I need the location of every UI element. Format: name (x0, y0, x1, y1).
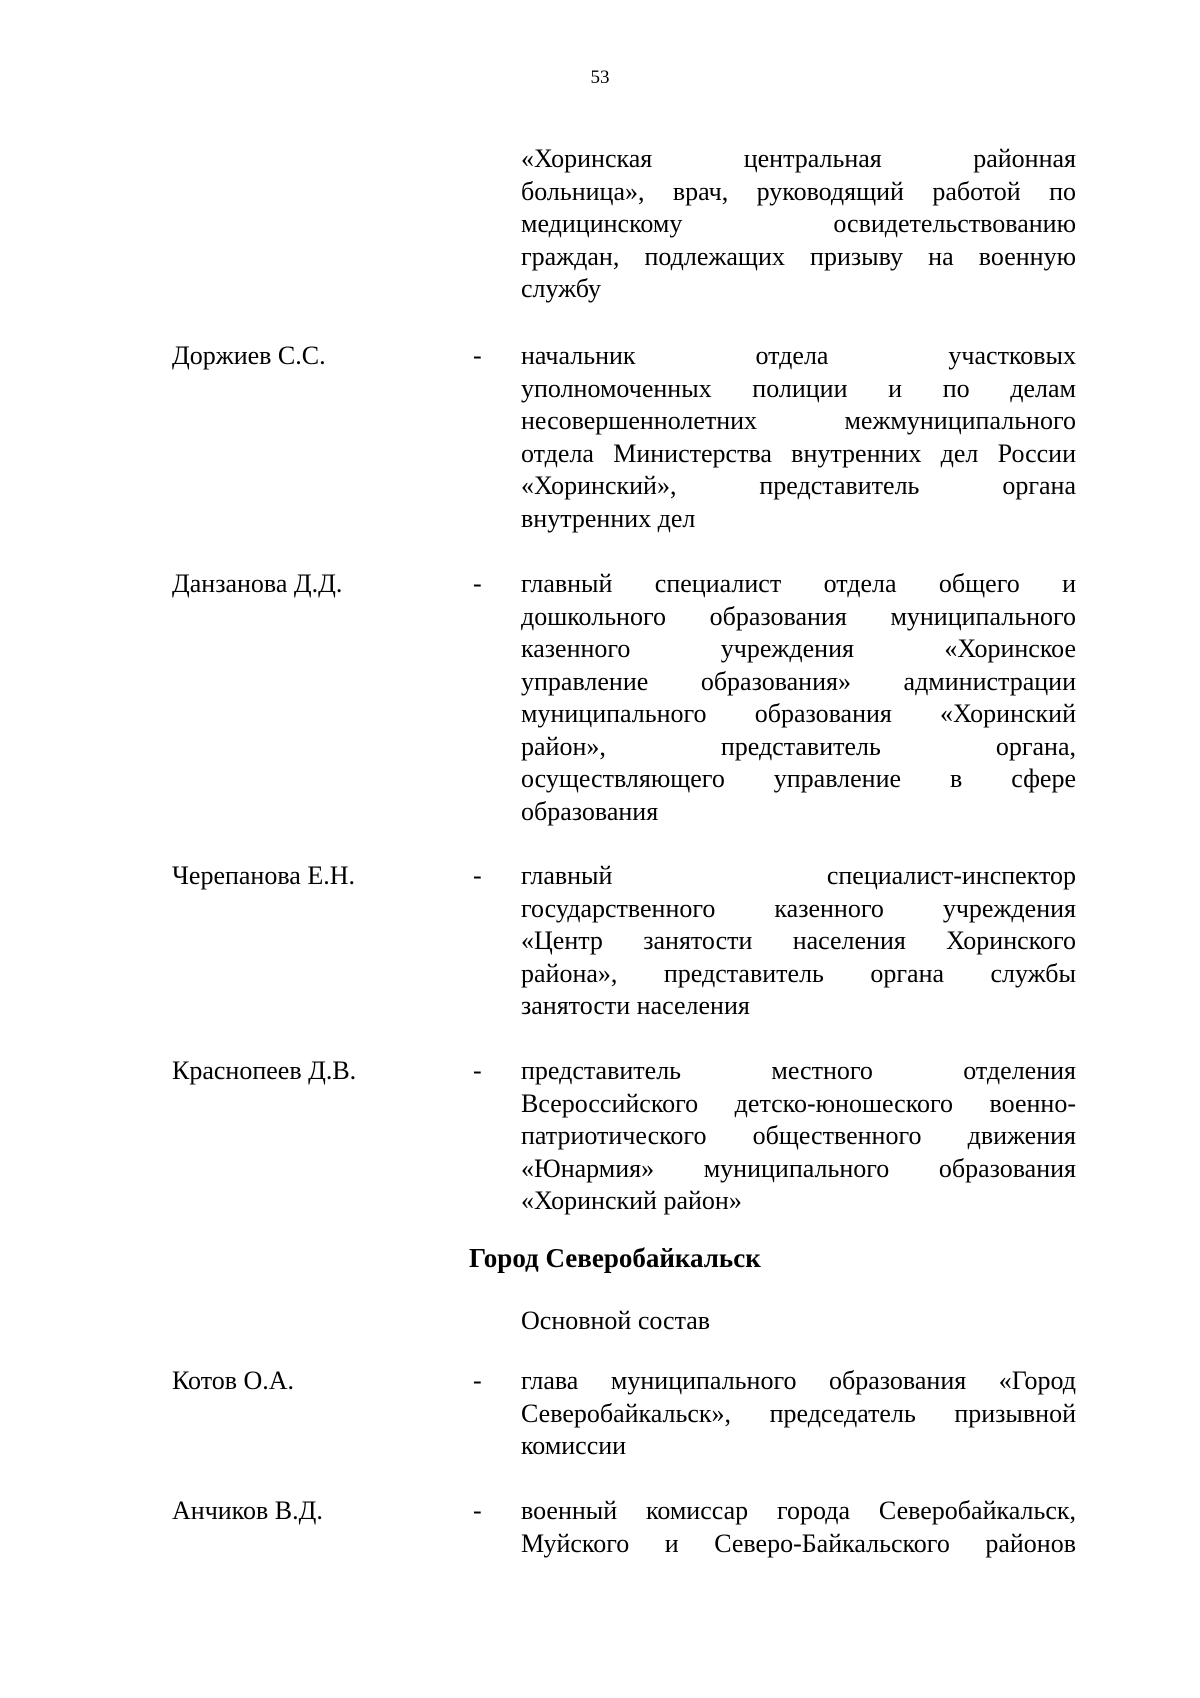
separator-dash: - (473, 341, 482, 370)
section-title: Город Северобайкальск (469, 1243, 761, 1273)
description-line: Северобайкальск», председатель призывной (521, 1398, 1076, 1428)
description-line: управление образования» администрации (521, 666, 1076, 696)
description-line: несовершеннолетних межмуниципального (521, 406, 1076, 435)
description-line: внутренних дел (521, 503, 696, 533)
separator-dash: - (473, 1366, 482, 1395)
entry-description (521, 568, 1076, 828)
person-name: Котов О.А. (172, 1366, 295, 1395)
description-line: государственного казенного учреждения (521, 893, 1076, 923)
description-line: начальник отдела участковых (521, 341, 1076, 370)
description-line: больница», врач, руководящий работой по (521, 176, 1076, 206)
page-number: 53 (590, 67, 610, 88)
description-line: района», представитель органа службы (521, 958, 1076, 988)
person-name: Данзанова Д.Д. (172, 569, 343, 598)
entry-description (521, 860, 1076, 1023)
description-line: граждан, подлежащих призыву на военную (521, 241, 1076, 271)
separator-dash: - (473, 1496, 482, 1525)
description-line: уполномоченных полиции и по делам (521, 373, 1076, 403)
description-line: район», представитель органа, (521, 731, 1076, 761)
person-name: Черепанова Е.Н. (172, 861, 355, 890)
description-line: главный специалист-инспектор (521, 861, 1076, 890)
person-name: Краснопеев Д.В. (172, 1056, 357, 1085)
description-line: глава муниципального образования «Город (521, 1366, 1076, 1395)
description-line: «Центр занятости населения Хоринского (521, 926, 1076, 955)
entry-description (521, 1055, 1076, 1218)
description-line: Всероссийского детско-юношеского военно- (521, 1088, 1076, 1118)
separator-dash: - (473, 861, 482, 890)
description-line: военный комиссар города Северобайкальск, (521, 1496, 1076, 1525)
description-line: отдела Министерства внутренних дел России (521, 438, 1076, 468)
description-line: «Хоринская центральная районная (521, 144, 1076, 173)
description-line: «Хоринский», представитель органа (521, 471, 1076, 500)
description-line: муниципального образования «Хоринский (521, 699, 1076, 728)
description-line: казенного учреждения «Хоринское (521, 634, 1076, 663)
entry-description (521, 1365, 1076, 1463)
description-line: образования (521, 796, 659, 826)
description-line: медицинскому освидетельствованию (521, 209, 1076, 238)
separator-dash: - (473, 1056, 482, 1085)
description-line: главный специалист отдела общего и (521, 569, 1076, 598)
entry-description (521, 1495, 1076, 1560)
person-name: Доржиев С.С. (172, 341, 326, 370)
description-line: комиссии (521, 1431, 627, 1460)
description-line: «Хоринский район» (521, 1186, 742, 1215)
section-subtitle: Основной состав (521, 1306, 711, 1335)
description-line: «Юнармия» муниципального образования (521, 1153, 1076, 1183)
description-line: патриотического общественного движения (521, 1121, 1076, 1150)
entry-description (521, 143, 1076, 306)
description-line: дошкольного образования муниципального (521, 601, 1076, 631)
description-line: занятости населения (521, 991, 750, 1020)
description-line: осуществляющего управление в сфере (521, 764, 1076, 793)
entry-description (521, 340, 1076, 535)
person-name: Анчиков В.Д. (172, 1496, 323, 1525)
description-line: Муйского и Северо-Байкальского районов (521, 1528, 1076, 1558)
separator-dash: - (473, 569, 482, 598)
description-line: службу (521, 274, 602, 303)
description-line: представитель местного отделения (521, 1056, 1076, 1085)
